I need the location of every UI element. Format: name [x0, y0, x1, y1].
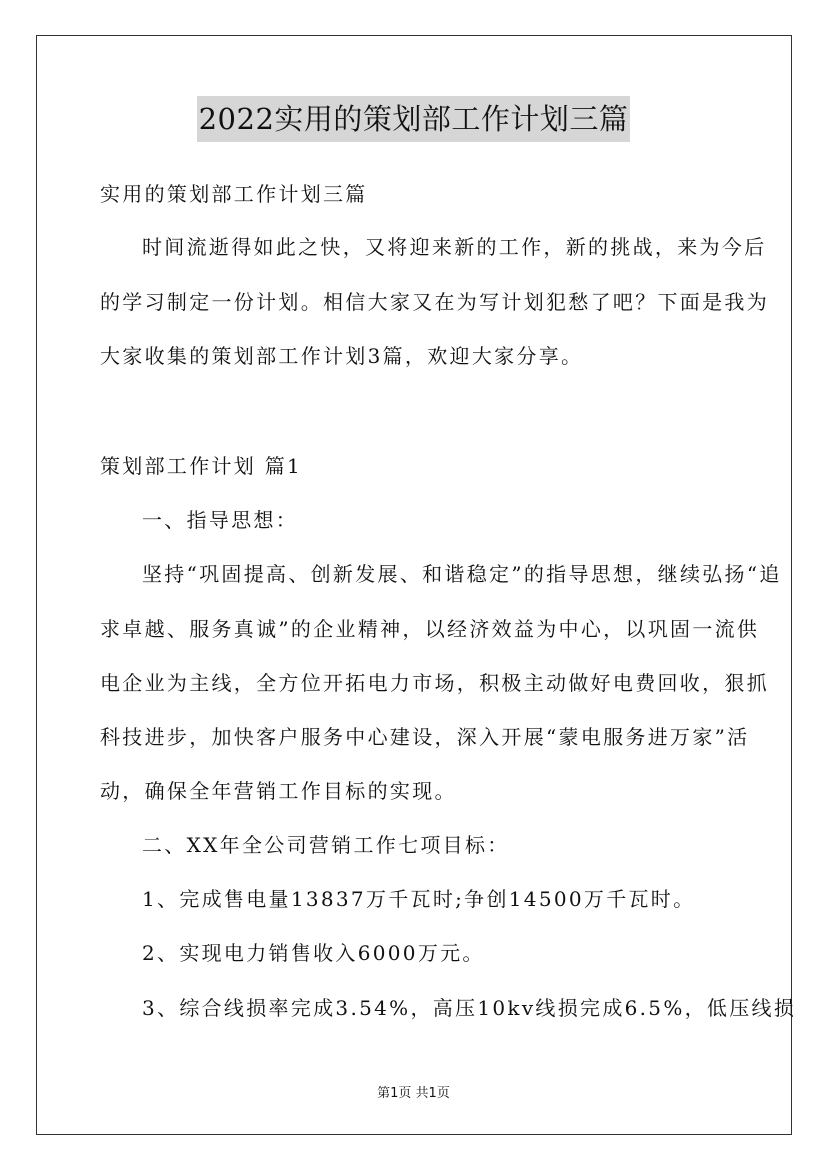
paragraph-line: 坚持“巩固提高、创新发展、和谐稳定”的指导思想，继续弘扬“追 [142, 562, 782, 586]
document-title: 2022实用的策划部工作计划三篇 [197, 96, 631, 142]
subheading-line: 二、XX年全公司营销工作七项目标： [142, 833, 510, 857]
paragraph-line: 电企业为主线，全方位开拓电力市场，积极主动做好电费回收，狠抓 [100, 671, 769, 695]
paragraph-line: 大家收集的策划部工作计划3篇，欢迎大家分享。 [100, 344, 584, 368]
subtitle-line: 实用的策划部工作计划三篇 [100, 182, 368, 206]
subheading-line: 一、指导思想： [142, 508, 299, 532]
section-heading: 策划部工作计划 篇1 [100, 454, 303, 478]
paragraph-line: 动，确保全年营销工作目标的实现。 [100, 779, 457, 803]
list-item: 2、实现电力销售收入6000万元。 [142, 941, 485, 965]
title-container [0, 96, 827, 142]
paragraph-line: 的学习制定一份计划。相信大家又在为写计划犯愁了吧？下面是我为 [100, 290, 769, 314]
paragraph-line: 科技进步，加快客户服务中心建设，深入开展“蒙电服务进万家”活 [100, 725, 750, 749]
paragraph-line: 求卓越、服务真诚”的企业精神，以经济效益为中心，以巩固一流供 [100, 617, 760, 641]
paragraph-line: 时间流逝得如此之快，又将迎来新的工作，新的挑战，来为今后 [142, 235, 767, 259]
list-item: 3、综合线损率完成3.54%，高压10kv线损完成6.5%，低压线损 [142, 996, 797, 1020]
list-item: 1、完成售电量13837万千瓦时;争创14500万千瓦时。 [142, 887, 696, 911]
page-footer: 第1页 共1页 [377, 1086, 450, 1101]
